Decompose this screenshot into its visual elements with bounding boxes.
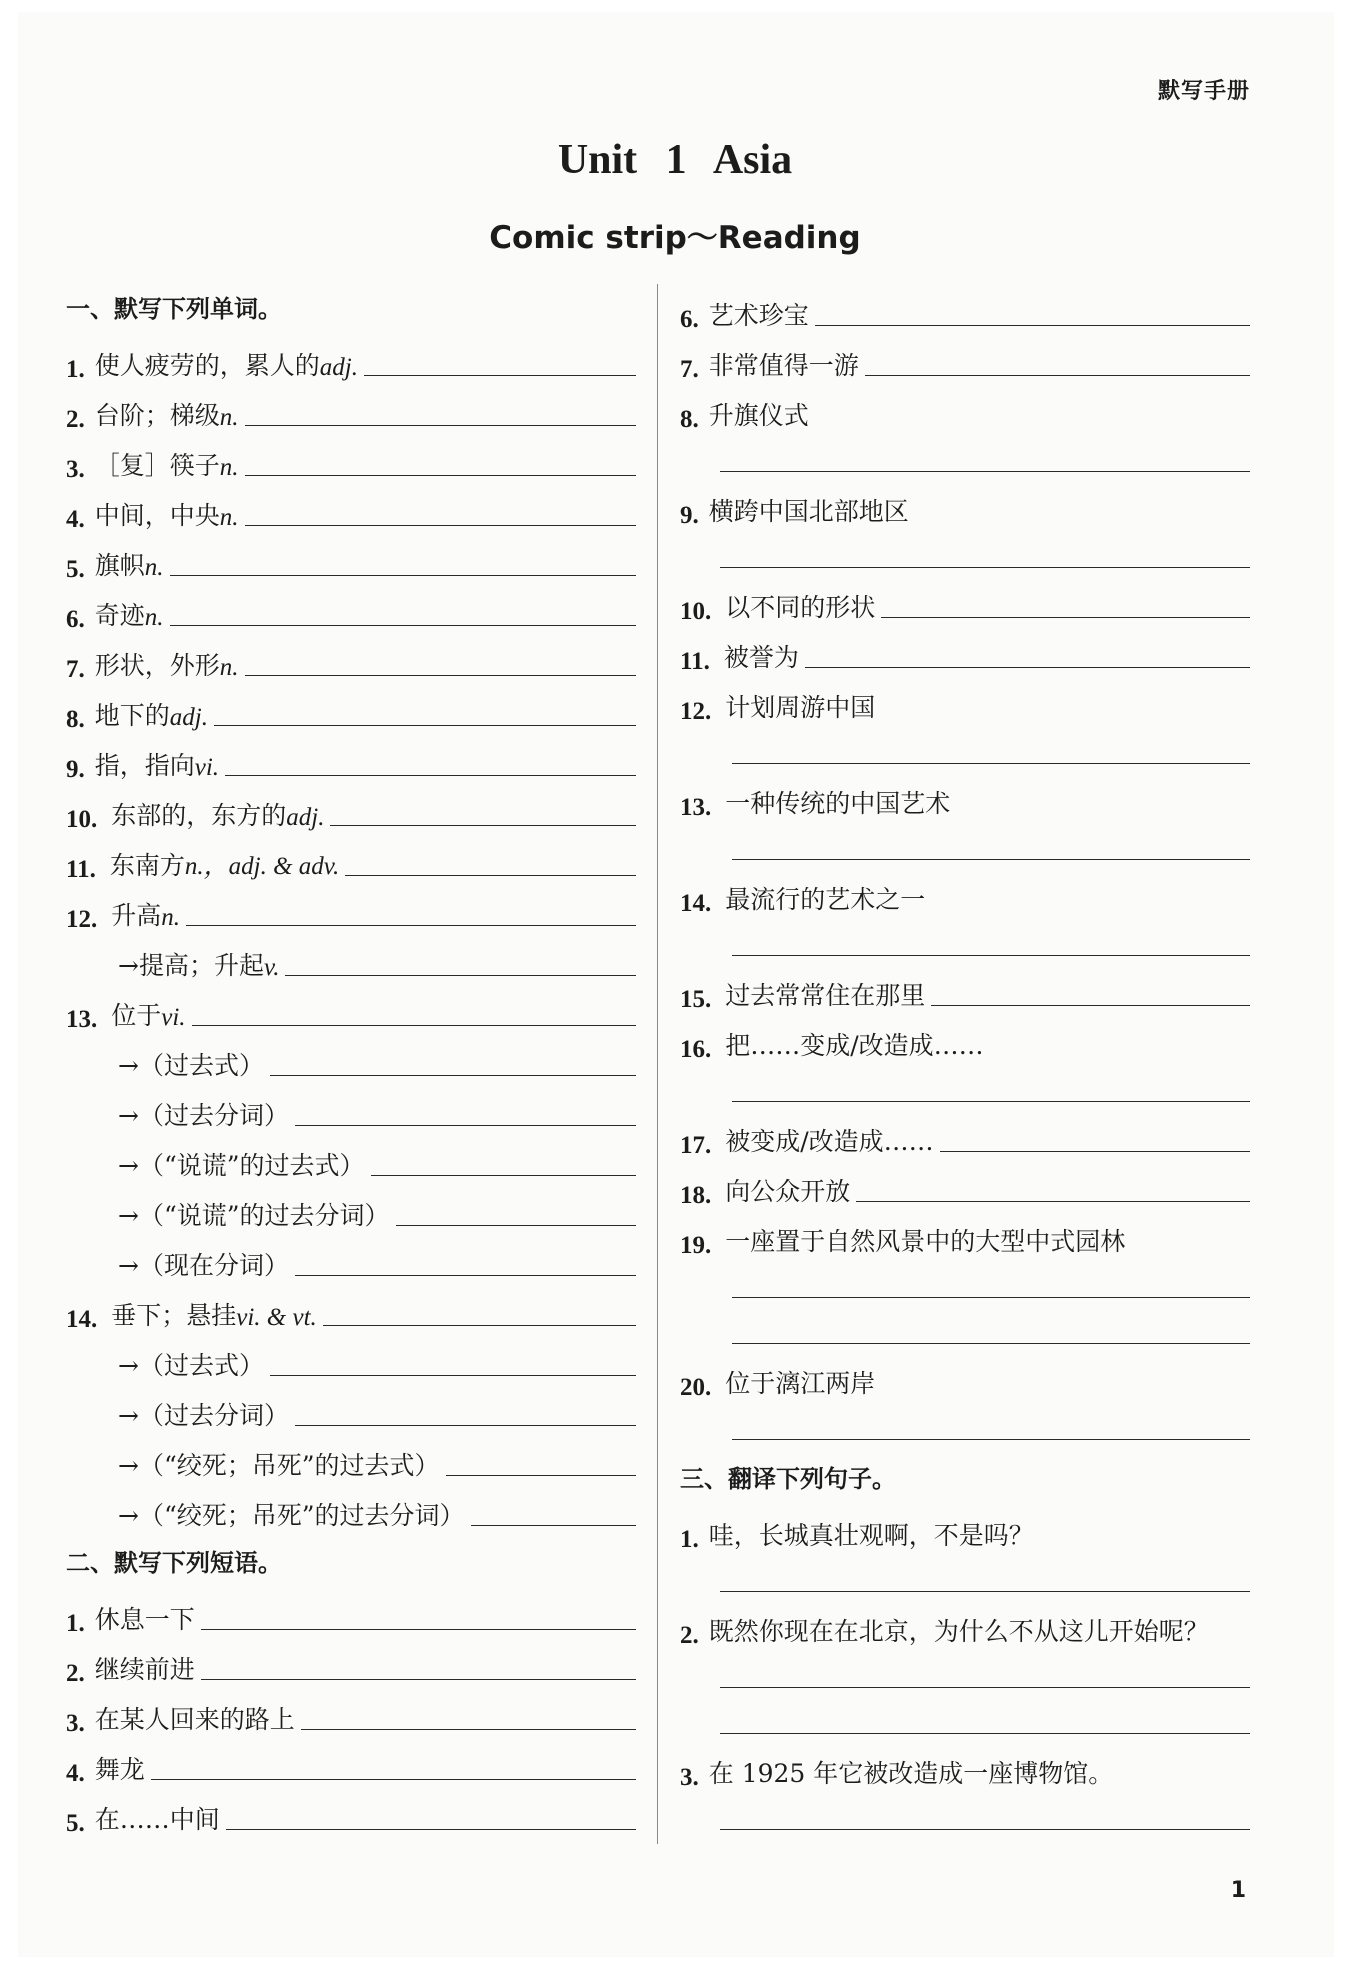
word-item: 5. 旗帜 n. bbox=[66, 534, 636, 584]
answer-blank[interactable] bbox=[815, 324, 1250, 326]
answer-blank[interactable] bbox=[805, 666, 1250, 668]
answer-line[interactable] bbox=[680, 726, 1250, 772]
phrase-item: 2. 继续前进 bbox=[66, 1638, 636, 1688]
sentence-item: 1. 哇，长城真壮观啊，不是吗？ bbox=[680, 1521, 1034, 1553]
phrase-item: 14. 最流行的艺术之一 bbox=[680, 885, 926, 917]
word-item: 2. 台阶；梯级 n. bbox=[66, 384, 636, 434]
section-heading-sentences: 三、翻译下列句子。 bbox=[680, 1465, 896, 1493]
word-subitem: →（“绞死；吊死”的过去式） bbox=[66, 1434, 636, 1484]
answer-blank[interactable] bbox=[285, 974, 636, 976]
answer-blank[interactable] bbox=[295, 1124, 636, 1126]
answer-blank[interactable] bbox=[270, 1374, 636, 1376]
answer-blank[interactable] bbox=[931, 1004, 1250, 1006]
word-item: 6. 奇迹 n. bbox=[66, 584, 636, 634]
answer-line[interactable] bbox=[680, 434, 1250, 480]
answer-line[interactable] bbox=[680, 530, 1250, 576]
left-column bbox=[66, 284, 636, 1838]
answer-blank[interactable] bbox=[295, 1274, 636, 1276]
phrase-item: 19. 一座置于自然风景中的大型中式园林 bbox=[680, 1227, 1126, 1259]
phrase-item: 3. 在某人回来的路上 bbox=[66, 1688, 636, 1738]
word-item: 3. ［复］筷子 n. bbox=[66, 434, 636, 484]
word-item: 11. 东南方 n.，adj. & adv. bbox=[66, 834, 636, 884]
answer-blank[interactable] bbox=[856, 1200, 1250, 1202]
phrase-item: 16. 把……变成/改造成…… bbox=[680, 1031, 984, 1063]
answer-blank[interactable] bbox=[226, 1828, 636, 1830]
word-subitem: →（过去式） bbox=[66, 1034, 636, 1084]
word-item: 14. 垂下；悬挂 vi. & vt. bbox=[66, 1284, 636, 1334]
answer-blank[interactable] bbox=[245, 674, 636, 676]
word-subitem: →（现在分词） bbox=[66, 1234, 636, 1284]
answer-line[interactable] bbox=[680, 822, 1250, 868]
answer-line[interactable] bbox=[680, 1650, 1250, 1696]
sentence-item: 3. 在 1925 年它被改造成一座博物馆。 bbox=[680, 1759, 1114, 1791]
right-column bbox=[680, 284, 1250, 1838]
page-number: 1 bbox=[1230, 1878, 1246, 1903]
phrase-item: 8. 升旗仪式 bbox=[680, 401, 809, 433]
answer-blank[interactable] bbox=[295, 1424, 636, 1426]
answer-blank[interactable] bbox=[170, 624, 636, 626]
phrase-item: 12. 计划周游中国 bbox=[680, 693, 876, 725]
phrase-item: 11. 被誉为 bbox=[680, 626, 1250, 676]
word-subitem: →提高；升起 v. bbox=[66, 934, 636, 984]
word-item: 7. 形状，外形 n. bbox=[66, 634, 636, 684]
answer-blank[interactable] bbox=[151, 1778, 636, 1780]
header-tag: 默写手册 bbox=[1157, 79, 1250, 104]
phrase-item: 7. 非常值得一游 bbox=[680, 334, 1250, 384]
phrase-item: 5. 在……中间 bbox=[66, 1788, 636, 1838]
word-item: 9. 指，指向 vi. bbox=[66, 734, 636, 784]
answer-blank[interactable] bbox=[245, 524, 636, 526]
phrase-item: 15. 过去常常住在那里 bbox=[680, 964, 1250, 1014]
answer-line[interactable] bbox=[680, 1554, 1250, 1600]
word-subitem: →（“说谎”的过去式） bbox=[66, 1134, 636, 1184]
word-item: 10. 东部的，东方的 adj. bbox=[66, 784, 636, 834]
word-subitem: →（“说谎”的过去分词） bbox=[66, 1184, 636, 1234]
answer-blank[interactable] bbox=[330, 824, 636, 826]
answer-line[interactable] bbox=[680, 1260, 1250, 1306]
sentence-item: 2. 既然你现在在北京，为什么不从这儿开始呢？ bbox=[680, 1617, 1209, 1649]
page-subtitle: Comic strip～Reading bbox=[489, 220, 861, 256]
phrase-item: 9. 横跨中国北部地区 bbox=[680, 497, 909, 529]
word-subitem: →（过去分词） bbox=[66, 1084, 636, 1134]
word-subitem: →（过去分词） bbox=[66, 1384, 636, 1434]
word-item: 8. 地下的 adj. bbox=[66, 684, 636, 734]
answer-blank[interactable] bbox=[301, 1728, 636, 1730]
phrase-item: 1. 休息一下 bbox=[66, 1588, 636, 1638]
word-item: 12. 升高 n. bbox=[66, 884, 636, 934]
word-item: 1. 使人疲劳的，累人的 adj. bbox=[66, 334, 636, 384]
answer-blank[interactable] bbox=[371, 1174, 636, 1176]
answer-blank[interactable] bbox=[270, 1074, 636, 1076]
word-item: 13. 位于 vi. bbox=[66, 984, 636, 1034]
answer-blank[interactable] bbox=[170, 574, 636, 576]
answer-blank[interactable] bbox=[865, 374, 1250, 376]
word-item: 4. 中间，中央 n. bbox=[66, 484, 636, 534]
answer-line[interactable] bbox=[680, 1792, 1250, 1838]
answer-line[interactable] bbox=[680, 1306, 1250, 1352]
answer-blank[interactable] bbox=[214, 724, 636, 726]
phrase-item: 17. 被变成/改造成…… bbox=[680, 1110, 1250, 1160]
answer-blank[interactable] bbox=[396, 1224, 636, 1226]
word-subitem: →（“绞死；吊死”的过去分词） bbox=[66, 1484, 636, 1534]
answer-blank[interactable] bbox=[446, 1474, 636, 1476]
answer-blank[interactable] bbox=[364, 374, 636, 376]
answer-blank[interactable] bbox=[345, 874, 636, 876]
answer-line[interactable] bbox=[680, 1696, 1250, 1742]
section-heading-words: 一、默写下列单词。 bbox=[66, 295, 282, 323]
section-heading-phrases: 二、默写下列短语。 bbox=[66, 1549, 282, 1577]
answer-blank[interactable] bbox=[245, 424, 636, 426]
answer-blank[interactable] bbox=[186, 924, 636, 926]
column-divider bbox=[657, 284, 658, 1844]
answer-line[interactable] bbox=[680, 918, 1250, 964]
answer-blank[interactable] bbox=[225, 774, 636, 776]
phrase-item: 13. 一种传统的中国艺术 bbox=[680, 789, 951, 821]
phrase-item: 10. 以不同的形状 bbox=[680, 576, 1250, 626]
answer-blank[interactable] bbox=[881, 616, 1250, 618]
word-subitem: →（过去式） bbox=[66, 1334, 636, 1384]
answer-blank[interactable] bbox=[201, 1628, 636, 1630]
phrase-item: 6. 艺术珍宝 bbox=[680, 284, 1250, 334]
answer-blank[interactable] bbox=[471, 1524, 636, 1526]
answer-blank[interactable] bbox=[323, 1324, 636, 1326]
phrase-item: 4. 舞龙 bbox=[66, 1738, 636, 1788]
answer-line[interactable] bbox=[680, 1402, 1250, 1448]
answer-blank[interactable] bbox=[201, 1678, 636, 1680]
answer-blank[interactable] bbox=[940, 1150, 1250, 1152]
answer-blank[interactable] bbox=[245, 474, 636, 476]
phrase-item: 18. 向公众开放 bbox=[680, 1160, 1250, 1210]
page-title: Unit 1 Asia bbox=[557, 137, 793, 183]
answer-line[interactable] bbox=[680, 1064, 1250, 1110]
answer-blank[interactable] bbox=[192, 1024, 636, 1026]
phrase-item: 20. 位于漓江两岸 bbox=[680, 1369, 876, 1401]
